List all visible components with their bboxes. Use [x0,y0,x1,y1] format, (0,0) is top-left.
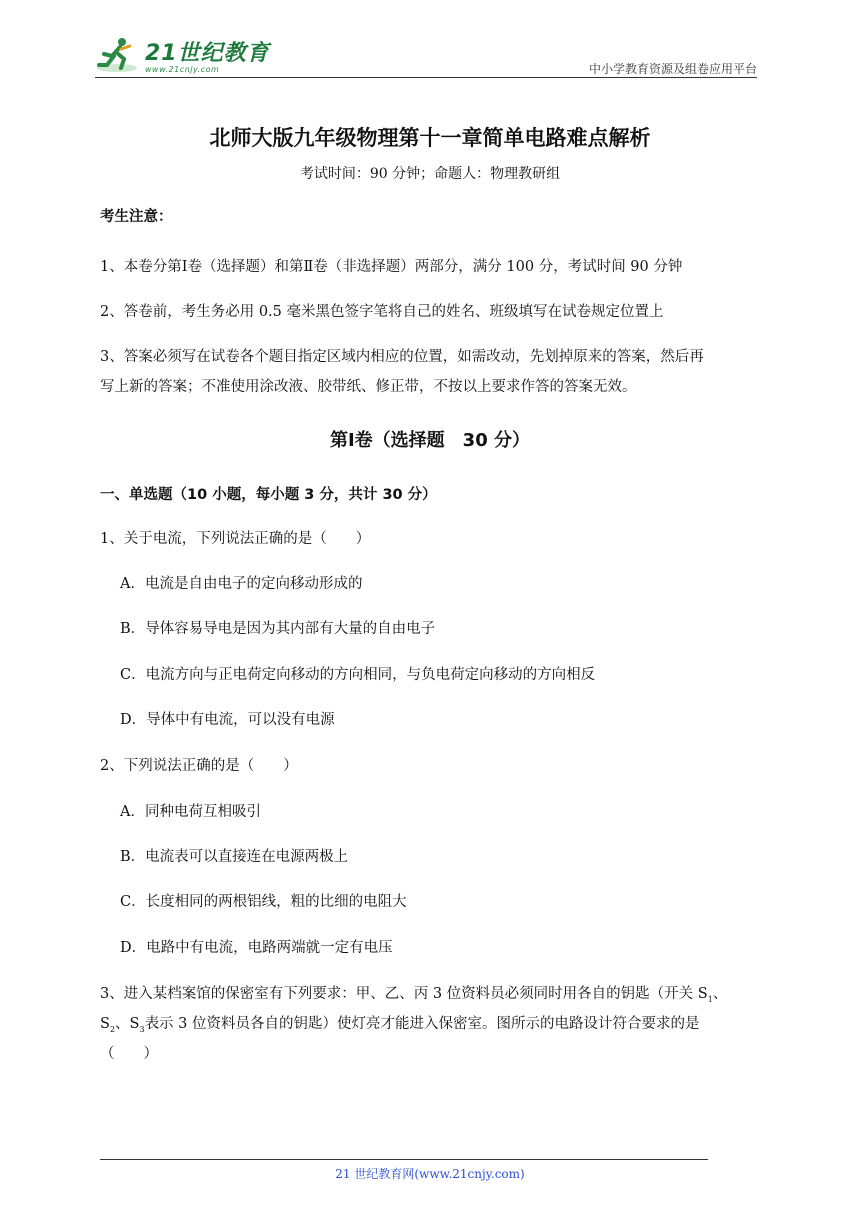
footer-divider [100,1159,708,1160]
question-2-option-a: A．同种电荷互相吸引 [120,804,261,820]
footer-link[interactable]: 21 世纪教育网(www.21cnjy.com) [335,1167,525,1181]
notice-item-1: 1、本卷分第Ⅰ卷（选择题）和第Ⅱ卷（非选择题）两部分，满分 100 分，考试时间 90 分钟 [100,259,683,275]
subscript-1: 1 [707,994,713,1004]
question-3-text-2a: S [100,1016,110,1032]
logo-url: www.21cnjy.com [145,65,220,74]
part-heading: 一、单选题（10 小题，每小题 3 分，共计 30 分） [100,487,437,503]
notice-item-3-cont: 写上新的答案；不准使用涂改液、胶带纸、修正带，不按以上要求作答的答案无效。 [100,379,637,395]
question-2-stem: 2、下列说法正确的是（ ） [100,758,298,774]
question-3-text-2c: 表示 3 位资料员各自的钥匙）使灯亮才能进入保密室。图所示的电路设计符合要求的是 [144,1016,700,1032]
section-title: 第Ⅰ卷（选择题 30 分） [329,430,530,451]
question-1-option-a: A．电流是自由电子的定向移动形成的 [120,576,363,592]
exam-info: 考试时间：90 分钟；命题人：物理教研组 [299,166,561,182]
logo [95,34,270,74]
notice-item-3: 3、答案必须写在试卷各个题目指定区域内相应的位置，如需改动，先划掉原来的答案，然后再 [100,349,704,365]
page-header [95,30,757,78]
question-3-text-1-end: 、 [712,986,728,1002]
notice-heading: 考生注意： [100,209,173,225]
platform-name: 中小学教育资源及组卷应用平台 [588,62,757,76]
question-3-text-2b: 、S [115,1016,140,1032]
notice-item-2: 2、答卷前，考生务必用 0.5 毫米黑色签字笔将自己的姓名、班级填写在试卷规定位置上 [100,304,664,320]
question-1-option-c: C．电流方向与正电荷定向移动的方向相同，与负电荷定向移动的方向相反 [120,667,596,683]
question-2-option-c: C．长度相同的两根铝线，粗的比细的电阻大 [120,894,407,910]
question-3-stem-line3: （ ） [100,1046,158,1062]
question-3-text-1: 3、进入某档案馆的保密室有下列要求：甲、乙、丙 3 位资料员必须同时用各自的钥匙（开关 S [100,986,708,1002]
subscript-2: 2 [109,1024,116,1034]
runner-logo-icon [95,36,141,74]
subscript-3: 3 [139,1024,145,1034]
page-title: 北师大版九年级物理第十一章简单电路难点解析 [209,126,651,150]
logo-text: 21世纪教育 [145,41,270,66]
question-3-stem-line2 [100,1009,700,1045]
question-1-option-d: D．导体中有电流，可以没有电源 [120,712,335,728]
question-1-stem: 1、关于电流，下列说法正确的是（ ） [100,531,371,547]
question-2-option-b: B．电流表可以直接连在电源两极上 [120,849,349,865]
question-2-option-d: D．电路中有电流，电路两端就一定有电压 [120,940,393,956]
question-1-option-b: B．导体容易导电是因为其内部有大量的自由电子 [120,621,436,637]
header-divider [95,77,757,78]
